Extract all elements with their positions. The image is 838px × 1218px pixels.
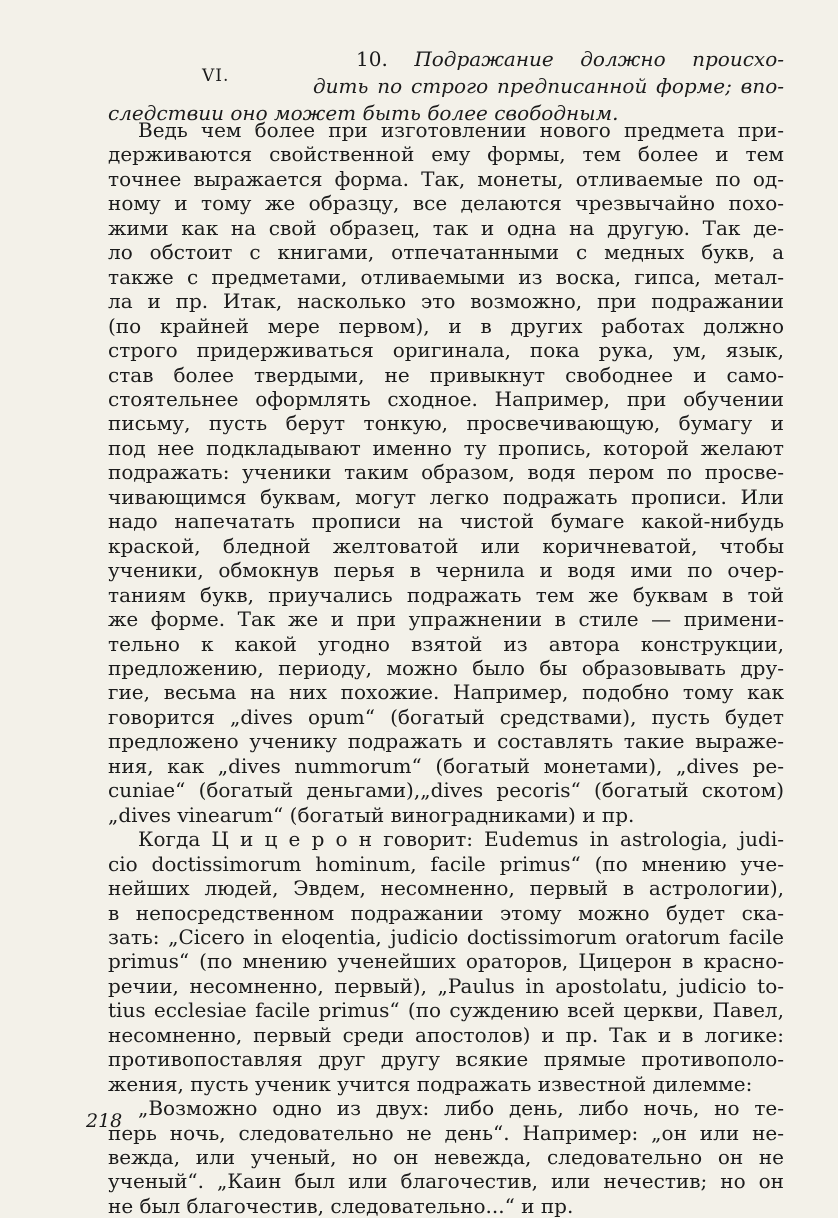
text-line: нейших людей, Эвдем, несомненно, первый в астрологии), bbox=[108, 876, 784, 901]
text-line: несомненно, первый среди апостолов) и пр. Так и в логике: bbox=[108, 1022, 784, 1047]
text-line: краской, бледной желтоватой или коричневатой, чтобы bbox=[108, 533, 784, 558]
text-line: жими как на свой образец, так и одна на другую. Так де- bbox=[108, 215, 784, 240]
text-line: также с предметами, отливаемыми из воска, гипса, метал- bbox=[108, 264, 784, 289]
section-number: VI. bbox=[202, 66, 230, 86]
text-line: ученый“. „Каин был или благочестив, или нечестив; но он bbox=[108, 1169, 784, 1194]
text-line: primus“ (по мнению ученейших ораторов, Цицерон в красно- bbox=[108, 949, 784, 974]
text-line: ному и тому же образцу, все делаются чрезвычайно похо- bbox=[108, 191, 784, 216]
heading-number: 10. bbox=[356, 47, 388, 71]
text-line: „dives vinearum“ (богатый виноградниками) и пр. bbox=[108, 802, 635, 827]
text-line: cio doctissimorum hominum, facile primus“ (по мнению уче- bbox=[108, 851, 784, 876]
text-line: предложено ученику подражать и составлять такие выраже- bbox=[108, 729, 784, 754]
text-line: cuniae“ (богатый деньгами),„dives pecoris“ (богатый скотом) bbox=[108, 778, 784, 803]
text-line: „Возможно одно из двух: либо день, либо ночь, но те- bbox=[138, 1096, 784, 1121]
text-line: письму, пусть берут тонкую, просвечивающую, бумагу и bbox=[108, 411, 784, 436]
heading-line-1 bbox=[108, 46, 784, 73]
text-line: ла и пр. Итак, насколько это возможно, при подражании bbox=[108, 289, 784, 314]
heading-line-2: дить по строго предписанной форме; впо- bbox=[313, 74, 784, 98]
text-line: тельно к какой угодно взятой из автора конструкции, bbox=[108, 631, 784, 656]
text-line: строго придерживаться оригинала, пока рука, ум, язык, bbox=[108, 338, 784, 363]
text-line: противопоставляя друг другу всякие прямые противополо- bbox=[108, 1047, 784, 1072]
text-line: tius ecclesiae facile primus“ (по суждению всей церкви, Павел, bbox=[108, 998, 784, 1023]
text-line: став более твердыми, не привыкнут свободнее и само- bbox=[108, 362, 784, 387]
text-line: ло обстоит с книгами, отпечатанными с медных букв, а bbox=[108, 240, 784, 265]
text-line: говорится „dives opum“ (богатый средствами), пусть будет bbox=[108, 704, 784, 729]
text-line: в непосредственном подражании этому можно будет ска- bbox=[108, 900, 784, 925]
page-number: 218 bbox=[86, 1110, 123, 1132]
text-line: Ведь чем более при изготовлении нового предмета при- bbox=[138, 118, 784, 142]
text-line: же форме. Так же и при упражнении в стиле — примени- bbox=[108, 607, 784, 632]
text-line: точнее выражается форма. Так, монеты, отливаемые по од- bbox=[108, 166, 784, 191]
text-line: жения, пусть ученик учится подражать известной дилемме: bbox=[108, 1071, 753, 1096]
body-text bbox=[108, 118, 784, 1218]
text-line: надо напечатать прописи на чистой бумаге какой-нибудь bbox=[108, 509, 784, 534]
text-line: предложению, периоду, можно было бы образовывать дру- bbox=[108, 655, 784, 680]
text-line: зать: „Cicero in eloqentia, judicio doctissimorum oratorum facile bbox=[108, 924, 784, 949]
text-line: под нее подкладывают именно ту пропись, которой желают bbox=[108, 435, 784, 460]
text-line: ния, как „dives nummorum“ (богатый монетами), „dives pe- bbox=[108, 753, 784, 778]
text-line: держиваются свойственной ему формы, тем более и тем bbox=[108, 142, 784, 167]
text-line: Когда Ц и ц е р о н говорит: Eudemus in astrologia, judi- bbox=[138, 827, 784, 852]
text-line: вежда, или ученый, но он невежда, следовательно он не bbox=[108, 1145, 784, 1170]
heading-text-1: Подражание должно происхо- bbox=[414, 47, 785, 71]
text-line: (по крайней мере первом), и в других работах должно bbox=[108, 313, 784, 338]
text-line: гие, весьма на них похожие. Например, подобно тому как bbox=[108, 680, 784, 705]
text-line: не был благочестив, следовательно...“ и пр. bbox=[108, 1193, 574, 1218]
section-heading bbox=[108, 46, 784, 127]
text-line: речии, несомненно, первый), „Paulus in apostolatu, judicio to- bbox=[108, 973, 784, 998]
text-line: стоятельнее оформлять сходное. Например, при обучении bbox=[108, 386, 784, 411]
text-line: перь ночь, следовательно не день“. Например: „он или не- bbox=[108, 1120, 784, 1145]
text-line: чивающимся буквам, могут легко подражать прописи. Или bbox=[108, 484, 784, 509]
text-line: таниям букв, приучались подражать тем же буквам в той bbox=[108, 582, 784, 607]
text-line: подражать: ученики таким образом, водя пером по просве- bbox=[108, 460, 784, 485]
text-line: ученики, обмокнув перья в чернила и водя ими по очер- bbox=[108, 558, 784, 583]
heading-line-3: следствии оно может быть более свободным. bbox=[108, 101, 619, 125]
